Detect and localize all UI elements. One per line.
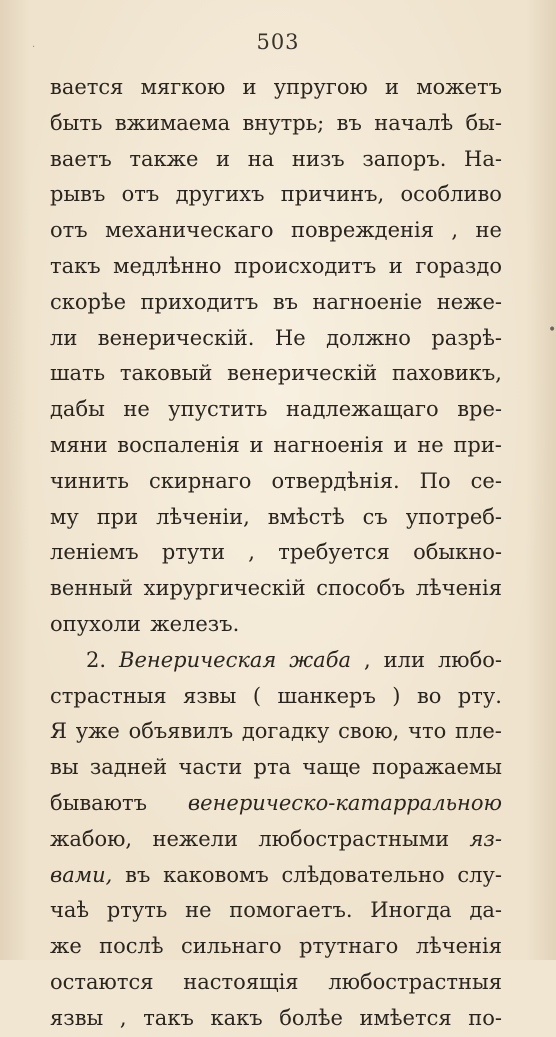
text-line bbox=[50, 714, 502, 750]
word: и bbox=[385, 75, 400, 99]
word: какъ bbox=[210, 1005, 263, 1030]
word: разрѣ- bbox=[431, 325, 502, 350]
word: должно bbox=[326, 325, 411, 350]
text-line bbox=[50, 249, 502, 285]
word: слѣдовательно bbox=[281, 862, 445, 887]
word: во bbox=[416, 683, 442, 708]
text-line bbox=[50, 607, 502, 643]
word: въ bbox=[272, 289, 299, 314]
word: такъ bbox=[143, 1005, 194, 1030]
word: рывъ bbox=[50, 182, 106, 207]
word: жабою, bbox=[50, 826, 133, 851]
word: медлѣнно bbox=[113, 253, 222, 278]
word: , bbox=[451, 218, 459, 243]
text-line bbox=[50, 464, 502, 500]
word: требуется bbox=[278, 540, 390, 565]
word: венерическій bbox=[227, 361, 378, 386]
word: да- bbox=[469, 898, 502, 923]
margin-mark: · bbox=[32, 42, 36, 53]
word: лѣченія bbox=[415, 576, 502, 601]
word: На- bbox=[464, 146, 502, 171]
word: задней bbox=[89, 755, 168, 780]
text-line bbox=[50, 70, 502, 106]
word: вмѣстѣ bbox=[267, 504, 345, 529]
text-line bbox=[50, 571, 502, 607]
word: поврежденія bbox=[290, 218, 434, 243]
word: , bbox=[119, 1005, 127, 1030]
word: и bbox=[393, 432, 408, 457]
text-line bbox=[50, 142, 502, 178]
text-line bbox=[50, 106, 502, 142]
text-line bbox=[50, 428, 502, 464]
word: вами, bbox=[50, 862, 113, 887]
word: не bbox=[475, 218, 502, 243]
word: чаще bbox=[302, 755, 361, 780]
word: объявилъ bbox=[128, 719, 234, 744]
word: въ bbox=[336, 110, 362, 135]
word: надлежащаго bbox=[285, 397, 439, 422]
text-line bbox=[50, 786, 502, 822]
word: низъ bbox=[291, 146, 345, 171]
word: чаѣ bbox=[50, 898, 90, 923]
word: язвы bbox=[50, 1005, 104, 1030]
text-line bbox=[50, 177, 502, 213]
word: причинъ, bbox=[280, 182, 385, 207]
word: или bbox=[383, 647, 425, 672]
word: му bbox=[50, 504, 79, 529]
word: болѣе bbox=[279, 1005, 343, 1030]
word: не bbox=[185, 898, 212, 923]
word: нагноенія bbox=[273, 432, 384, 457]
word: внутрь; bbox=[242, 110, 325, 135]
word: лѣченія bbox=[415, 934, 502, 959]
text-line bbox=[50, 285, 502, 321]
word: не bbox=[417, 432, 444, 457]
word: обыкно- bbox=[413, 540, 502, 565]
word: ) bbox=[392, 683, 401, 708]
word: бываютъ bbox=[50, 790, 147, 815]
text-line bbox=[50, 822, 502, 858]
text-line bbox=[50, 643, 502, 679]
word: съ bbox=[362, 504, 388, 529]
word: Иногда bbox=[370, 898, 452, 923]
word: мягкою bbox=[140, 75, 226, 99]
text-line bbox=[50, 679, 502, 715]
word: и bbox=[388, 253, 403, 278]
word: Не bbox=[274, 325, 306, 350]
word: любо- bbox=[437, 647, 502, 672]
word: способъ bbox=[316, 576, 406, 601]
word: и bbox=[216, 146, 231, 171]
word: въ bbox=[125, 862, 151, 887]
text-line bbox=[50, 392, 502, 428]
word: имѣется bbox=[359, 1005, 452, 1030]
word: быть bbox=[50, 110, 103, 135]
word: паховикъ, bbox=[391, 361, 502, 386]
word: отъ bbox=[50, 218, 88, 243]
word: шанкеръ bbox=[277, 683, 376, 708]
margin-mark: • bbox=[548, 322, 556, 338]
word: ртуть bbox=[106, 898, 168, 923]
word: началѣ bbox=[374, 110, 454, 135]
word: бы- bbox=[465, 110, 502, 135]
word: По bbox=[419, 468, 451, 493]
word: венерическо-катарральною bbox=[187, 790, 502, 815]
word: рту. bbox=[457, 683, 502, 708]
word: же bbox=[50, 934, 82, 959]
word: упустить bbox=[168, 397, 268, 422]
word: Венерическая bbox=[119, 647, 277, 672]
word: любострастныя bbox=[328, 969, 502, 994]
word: венный bbox=[50, 576, 133, 601]
word: отъ bbox=[121, 182, 160, 207]
word: догадку bbox=[241, 719, 330, 744]
word: мяни bbox=[50, 432, 108, 457]
text-line bbox=[50, 535, 502, 571]
word: гораздо bbox=[415, 253, 502, 278]
word: каковомъ bbox=[163, 862, 269, 887]
word: скорѣе bbox=[50, 289, 127, 314]
word: запоръ. bbox=[362, 146, 447, 171]
word: настоящія bbox=[183, 969, 299, 994]
word: ваетъ bbox=[50, 146, 112, 171]
word: рта bbox=[253, 755, 292, 780]
word: скирнаго bbox=[148, 468, 252, 493]
word: другихъ bbox=[175, 182, 265, 207]
word: воспаленія bbox=[117, 432, 240, 457]
word: уже bbox=[75, 719, 120, 744]
word: чинить bbox=[50, 468, 129, 493]
word: и bbox=[242, 75, 257, 99]
word: , bbox=[364, 647, 371, 672]
word: происходитъ bbox=[234, 253, 377, 278]
word: се- bbox=[470, 468, 502, 493]
word: особливо bbox=[400, 182, 502, 207]
word: 2. bbox=[86, 647, 107, 672]
page-number: 503 bbox=[256, 30, 300, 54]
word: употреб- bbox=[405, 504, 502, 529]
word: яз- bbox=[469, 826, 502, 851]
text-line bbox=[50, 321, 502, 357]
word: ртутнаго bbox=[299, 934, 399, 959]
word: упругою bbox=[273, 75, 368, 99]
body-text bbox=[50, 70, 502, 1037]
word: неже- bbox=[436, 289, 502, 314]
word: Я bbox=[50, 719, 67, 744]
word: приходитъ bbox=[140, 289, 259, 314]
word: язвы bbox=[183, 683, 237, 708]
text-line bbox=[50, 750, 502, 786]
word: дабы bbox=[50, 397, 105, 422]
word: поражаемы bbox=[372, 755, 502, 780]
word: механическаго bbox=[105, 218, 274, 243]
word: страстныя bbox=[50, 683, 167, 708]
word: на bbox=[247, 146, 275, 171]
text-line bbox=[50, 356, 502, 392]
word: отвердѣнія. bbox=[271, 468, 400, 493]
word: леніемъ bbox=[50, 540, 139, 565]
text-line bbox=[50, 893, 502, 929]
word: ли bbox=[50, 325, 78, 350]
word: вжимаема bbox=[114, 110, 231, 135]
word: вре- bbox=[457, 397, 502, 422]
word: что bbox=[408, 719, 447, 744]
word: жаба bbox=[289, 647, 352, 672]
text-line bbox=[50, 213, 502, 249]
text-line bbox=[50, 500, 502, 536]
text-line bbox=[50, 965, 502, 1001]
word: такъ bbox=[50, 253, 101, 278]
word: и bbox=[249, 432, 264, 457]
word: железъ. bbox=[150, 611, 240, 636]
word: нагноеніе bbox=[312, 289, 423, 314]
word: при bbox=[96, 504, 139, 529]
word: можетъ bbox=[416, 75, 502, 99]
word: вы bbox=[50, 755, 79, 780]
word: также bbox=[129, 146, 199, 171]
word: не bbox=[123, 397, 150, 422]
word: опухоли bbox=[50, 611, 141, 636]
word: ртути bbox=[161, 540, 225, 565]
word: таковый bbox=[119, 361, 213, 386]
word: пле- bbox=[455, 719, 502, 744]
word: сильнаго bbox=[180, 934, 282, 959]
word: венерическій. bbox=[97, 325, 255, 350]
word: слу- bbox=[457, 862, 502, 887]
word: свою, bbox=[338, 719, 400, 744]
word: шать bbox=[50, 361, 106, 386]
word: ( bbox=[252, 683, 262, 708]
word: по- bbox=[468, 1005, 502, 1030]
text-line bbox=[50, 858, 502, 894]
word: при- bbox=[453, 432, 502, 457]
word: любострастными bbox=[258, 826, 450, 851]
word: остаются bbox=[50, 969, 154, 994]
word: послѣ bbox=[99, 934, 164, 959]
word: нежели bbox=[152, 826, 239, 851]
word: части bbox=[178, 755, 243, 780]
text-line bbox=[50, 1001, 502, 1037]
word: , bbox=[248, 540, 255, 565]
word: лѣченіи, bbox=[156, 504, 250, 529]
word: хирургическій bbox=[143, 576, 306, 601]
word: вается bbox=[50, 75, 124, 99]
word: помогаетъ. bbox=[229, 898, 353, 923]
